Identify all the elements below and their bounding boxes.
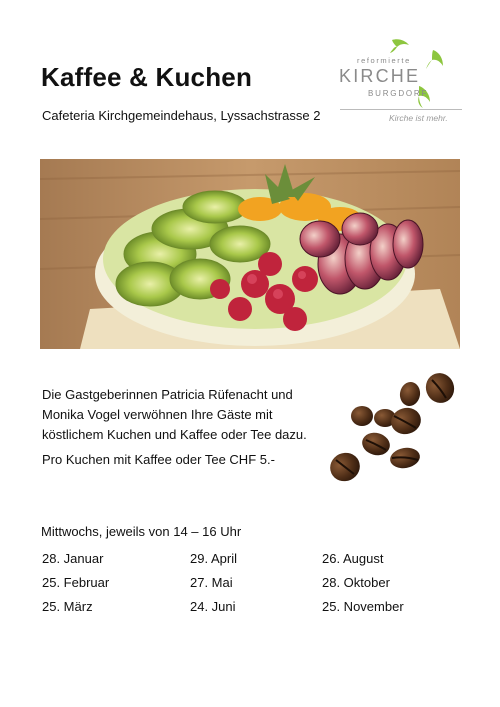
date-item: 26. August <box>322 551 384 566</box>
date-item: 28. Oktober <box>322 575 390 590</box>
logo-line-town: BURGDORF <box>368 89 429 98</box>
logo-divider <box>340 109 462 110</box>
price-text: Pro Kuchen mit Kaffee oder Tee CHF 5.- <box>42 452 275 467</box>
dates-column-1 <box>42 550 109 622</box>
date-item: 25. Februar <box>42 575 110 590</box>
date-item: 25. März <box>42 599 93 614</box>
page-title: Kaffee & Kuchen <box>41 62 253 92</box>
cake-photo <box>40 159 460 349</box>
logo-slogan: Kirche ist mehr. <box>389 113 448 123</box>
date-item: 29. April <box>190 551 237 566</box>
date-item: 25. November <box>322 599 404 614</box>
dates-column-2 <box>190 550 237 622</box>
logo-line-big: KIRCHE <box>339 66 421 86</box>
dates-column-3 <box>322 550 404 622</box>
date-item: 24. Juni <box>190 599 236 614</box>
coffee-beans-image <box>328 366 458 491</box>
intro-text: Die Gastgeberinnen Patricia Rüfenacht und Monika Vogel verwöhnen Ihre Gäste mit köstlichem Kuchen und Kaffee oder Tee dazu. <box>42 387 307 442</box>
logo-line-small: reformierte <box>357 56 411 65</box>
church-logo <box>335 36 465 131</box>
date-item: 28. Januar <box>42 551 104 566</box>
schedule-heading: Mittwochs, jeweils von 14 – 16 Uhr <box>41 524 242 539</box>
venue-subtitle: Cafeteria Kirchgemeindehaus, Lyssachstrasse 2 <box>42 108 321 123</box>
date-item: 27. Mai <box>190 575 233 590</box>
